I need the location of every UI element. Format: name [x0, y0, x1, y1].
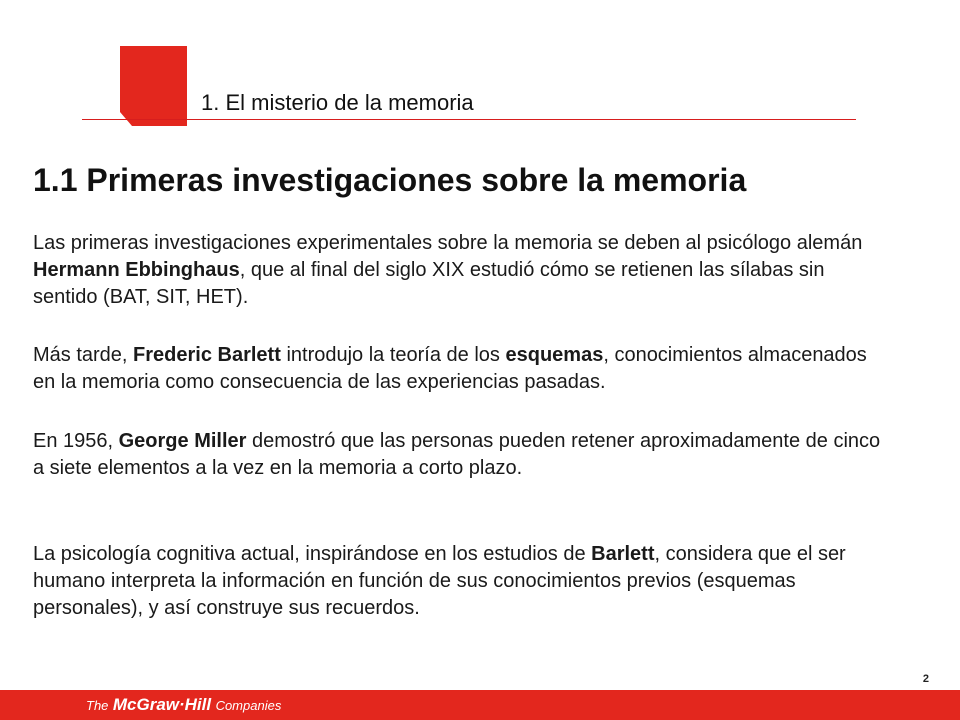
text-run: La psicología cognitiva actual, inspirándose en los estudios de	[33, 543, 592, 565]
text-run: demostró que las personas pueden retener aproximadamente de cinco a siete elementos a la vez en la memoria a corto plazo.	[33, 430, 881, 479]
paragraph-cognitive-psychology	[33, 541, 893, 622]
text-run: , que al final del siglo XIX estudió cómo se retienen las sílabas sin sentido (BAT, SIT, HET).	[33, 259, 825, 308]
text-run: , considera que el ser humano interpreta la información en función de sus conocimientos previos (esquemas personales), y así construye sus recuerdos.	[33, 543, 846, 619]
text-run: , conocimientos almacenados en la memoria como consecuencia de las experiencias pasadas.	[33, 344, 867, 393]
bold-name: George Miller	[118, 430, 247, 452]
paragraph-ebbinghaus	[33, 230, 893, 311]
text-run: introdujo la teoría de los	[280, 344, 506, 366]
paragraph-barlett	[33, 342, 893, 396]
text-run: En 1956,	[33, 430, 119, 452]
header-rule	[82, 119, 856, 120]
text-run: Las primeras investigaciones experimentales sobre la memoria se deben al psicólogo alemán	[33, 232, 863, 254]
slide-heading: 1.1 Primeras investigaciones sobre la memoria	[33, 162, 747, 198]
bold-name: Frederic Barlett	[133, 344, 281, 366]
bold-name: Hermann Ebbinghaus	[33, 259, 240, 281]
publisher-logo	[86, 692, 281, 718]
page-number: 2	[922, 673, 929, 685]
header-accent-block	[120, 46, 187, 126]
bold-term: esquemas	[505, 344, 604, 366]
logo-word-companies: Companies	[215, 698, 282, 713]
paragraph-miller	[33, 428, 893, 482]
section-title: 1. El misterio de la memoria	[201, 90, 474, 115]
logo-word-mcgraw-hill: McGraw·Hill	[112, 695, 212, 714]
text-run: Más tarde,	[33, 344, 134, 366]
logo-word-the: The	[86, 698, 109, 713]
bold-name: Barlett	[591, 543, 655, 565]
